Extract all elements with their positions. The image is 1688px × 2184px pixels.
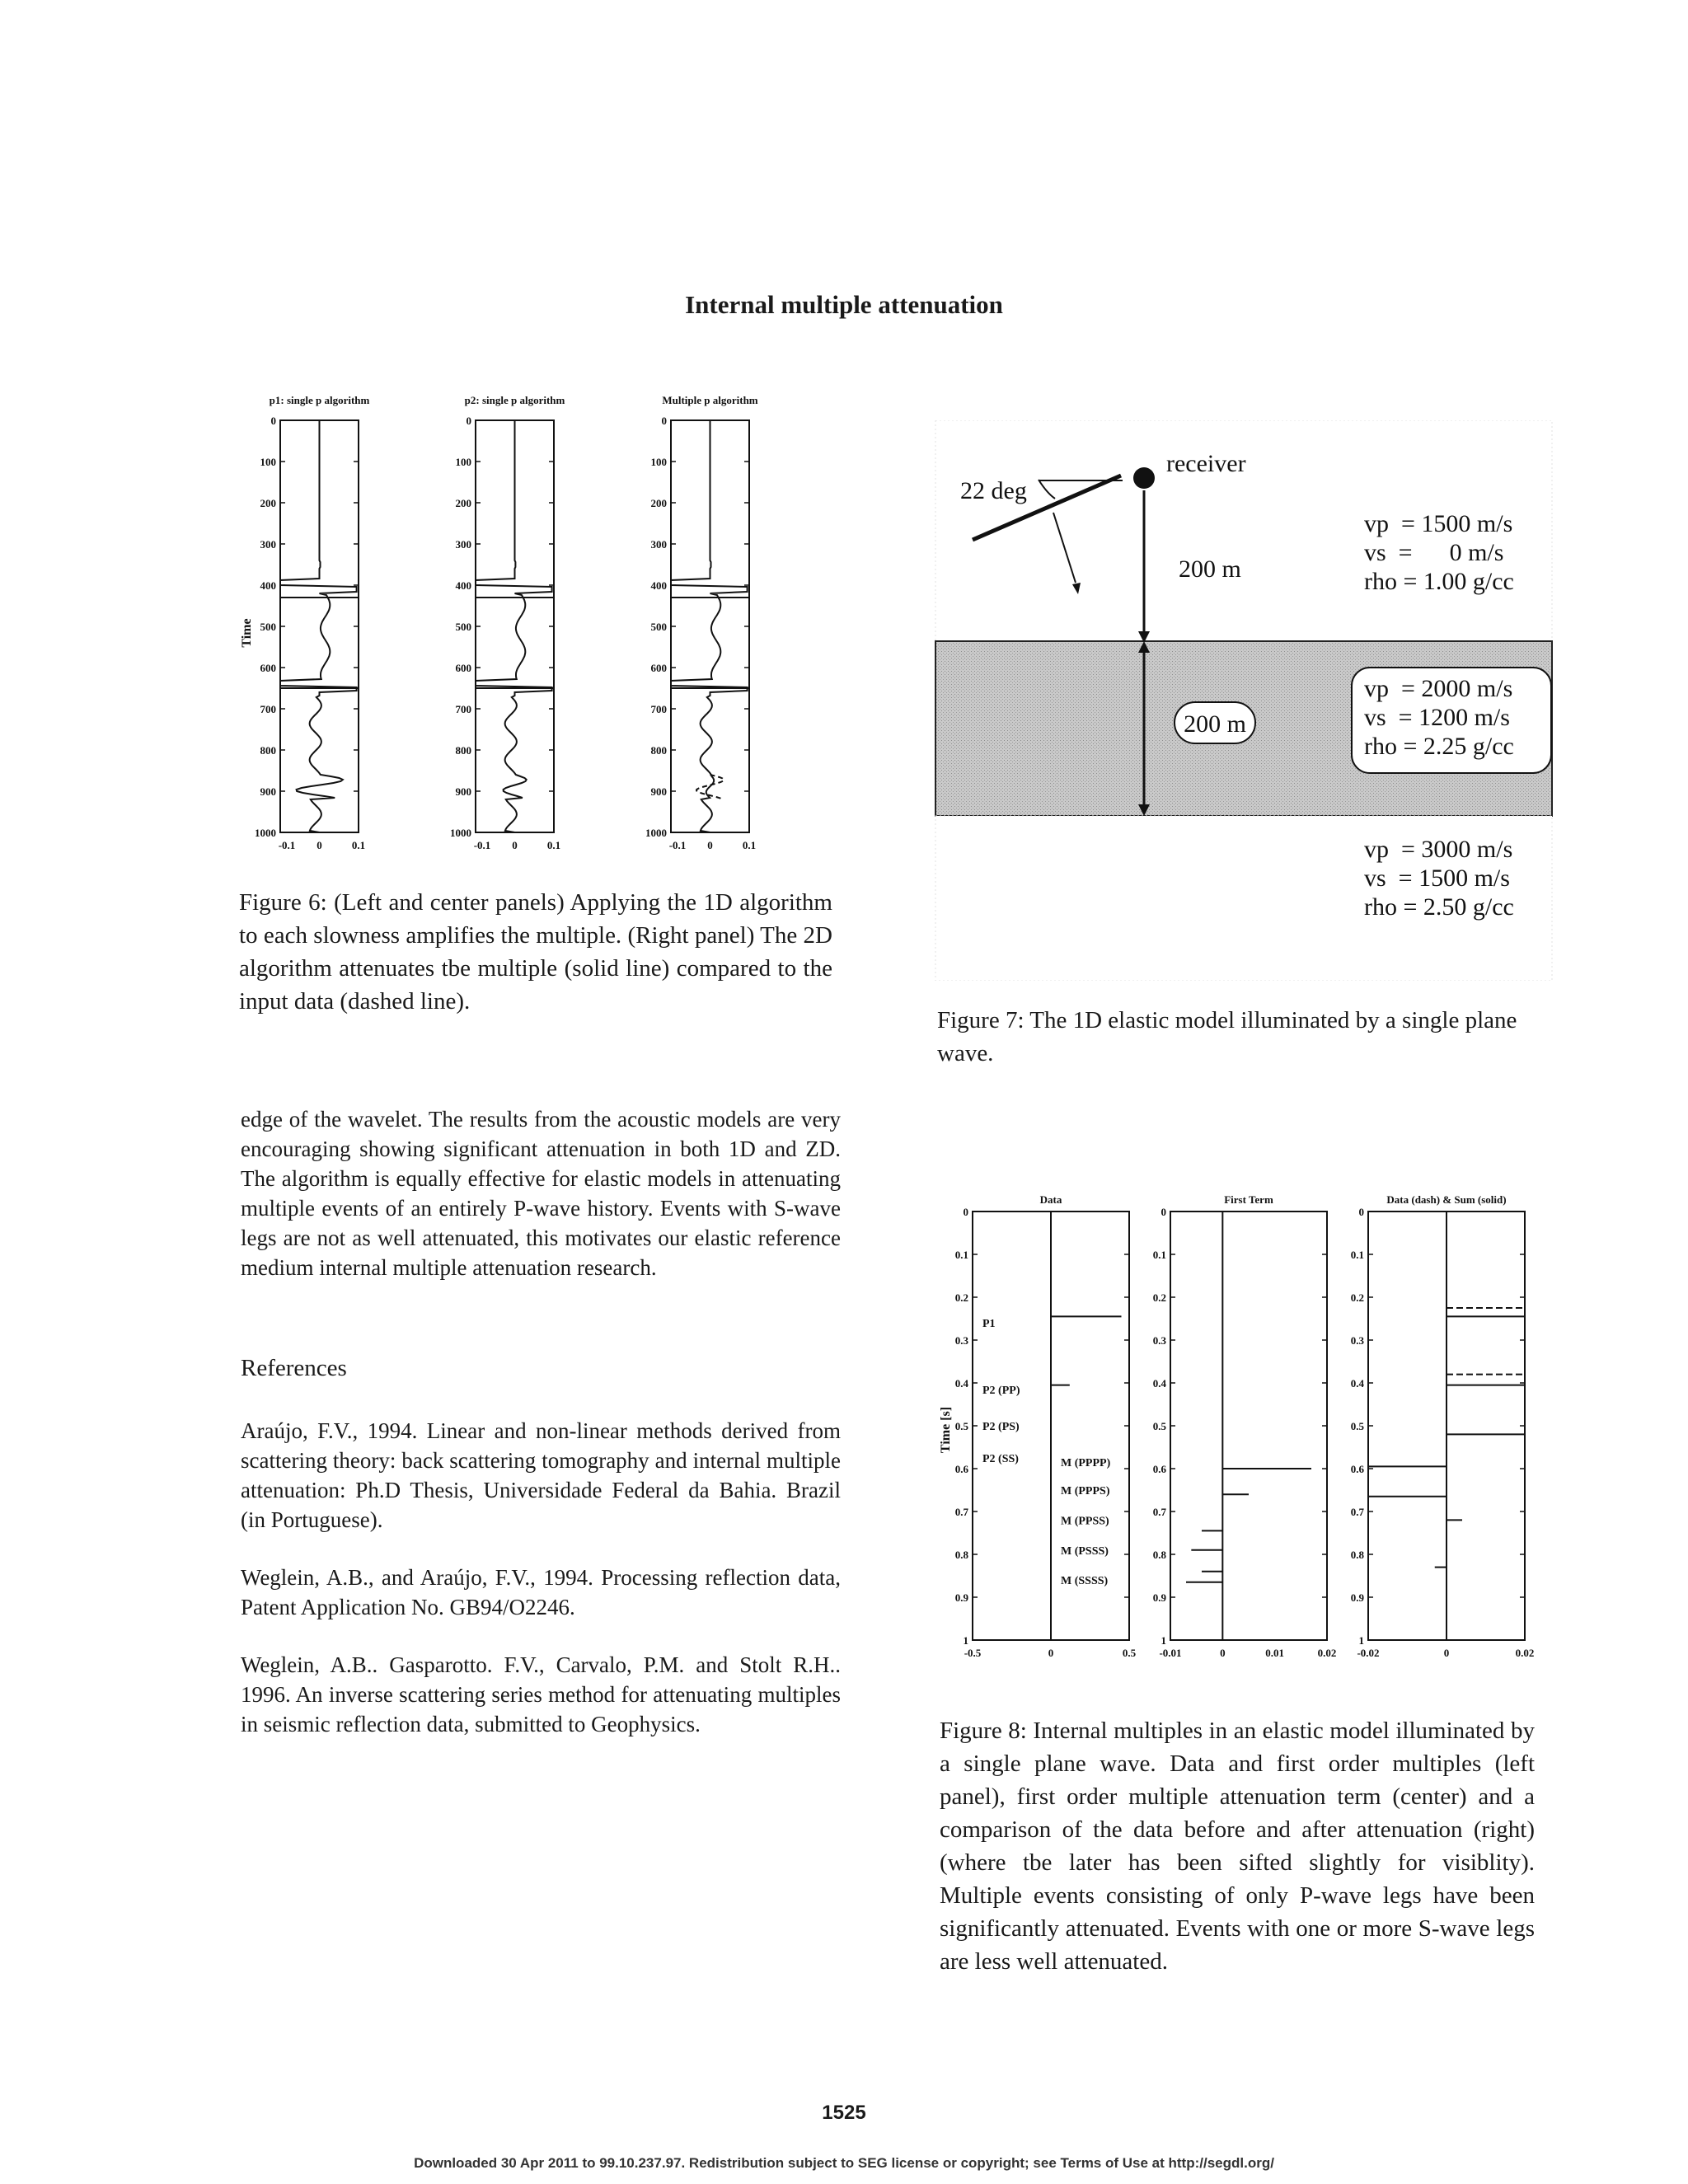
fig6-xtick-label: -0.1 — [278, 839, 296, 851]
fig8-event-label: P2 (SS) — [982, 1453, 1019, 1465]
fig6-trace-solid — [476, 420, 552, 832]
fig6-xtick-label: 0 — [707, 839, 713, 851]
fig8-panel-title: Data (dash) & Sum (solid) — [1386, 1193, 1507, 1206]
fig6-ytick-label: 800 — [455, 744, 471, 757]
fig8-xtick-label: 0 — [1220, 1647, 1226, 1659]
fig6-ylabel — [240, 618, 254, 647]
fig8-ytick-label: 0.4 — [1350, 1377, 1364, 1390]
fig8-ytick-label: 0.1 — [1350, 1249, 1364, 1261]
fig8-xtick-label: 0.02 — [1317, 1647, 1337, 1659]
fig6-panel-title: p1: single p algorithm — [269, 394, 370, 406]
fig8-ytick-label: 0.1 — [1152, 1249, 1166, 1261]
fig8-ytick-label: 0.5 — [1152, 1420, 1166, 1432]
fig6-ytick-label: 0 — [466, 415, 471, 427]
fig8-xtick-label: -0.5 — [964, 1647, 982, 1659]
fig6-trace-solid — [671, 420, 748, 832]
svg-text:vs = 0 m/s: vs = 0 m/s — [1364, 539, 1504, 566]
fig8-multiple-label: M (PPSS) — [1061, 1515, 1109, 1528]
fig6-ytick-label: 600 — [455, 662, 471, 674]
fig8-ylabel — [939, 1407, 953, 1453]
fig6-ytick-label: 500 — [650, 621, 667, 633]
fig6-ytick-label: 700 — [650, 703, 667, 715]
fig8-ytick-label: 0.1 — [954, 1249, 968, 1261]
fig8-ytick-label: 0.8 — [1152, 1549, 1166, 1561]
svg-text:vs = 1500 m/s: vs = 1500 m/s — [1364, 865, 1510, 892]
fig6-ytick-label: 300 — [650, 538, 667, 551]
body-paragraph: edge of the wavelet. The results from the acoustic models are very encouraging showing significant attenuation in both 1D and ZD. The algorithm is equally effective for elastic models in attenuating multiple events of an entirely P-wave history. Events with S-wave legs are not as well attenuated, this motivates our elastic reference medium internal multiple attenuation research. — [241, 1107, 841, 1280]
fig6-ytick-label: 900 — [650, 785, 667, 798]
fig8-ytick-label: 0.3 — [954, 1334, 968, 1347]
fig6-xtick-label: 0 — [512, 839, 518, 851]
page-number: 1525 — [822, 2102, 866, 2124]
fig8-ytick-label: 0.2 — [1152, 1291, 1166, 1304]
fig8-panel — [1351, 1193, 1535, 1659]
receiver-icon — [1133, 467, 1155, 489]
fig6-ytick-label: 900 — [455, 785, 471, 798]
fig8-ytick-label: 0.4 — [954, 1377, 968, 1390]
fig6-xtick-label: 0 — [316, 839, 322, 851]
figure-6 — [231, 387, 857, 857]
fig8-event-label: P1 — [982, 1318, 996, 1331]
fig6-xtick-label: 0.1 — [546, 839, 561, 851]
fig8-xtick-label: 0 — [1443, 1647, 1450, 1659]
fig6-ytick-label: 500 — [455, 621, 471, 633]
fig8-ytick-label: 0.7 — [1350, 1506, 1364, 1518]
fig6-ytick-label: 200 — [455, 497, 471, 509]
references-list — [241, 1416, 841, 1767]
fig8-ytick-label: 1 — [1160, 1634, 1166, 1647]
fig8-event-label: P2 (PP) — [982, 1384, 1020, 1397]
fig8-ytick-label: 0.7 — [1152, 1506, 1166, 1518]
depth-label-2: 200 m — [1184, 710, 1246, 738]
fig8-ytick-label: 0.6 — [954, 1463, 968, 1475]
fig6-xtick-label: -0.1 — [668, 839, 687, 851]
fig8-ytick-label: 0.9 — [1152, 1591, 1166, 1604]
fig8-xtick-label: 0.02 — [1515, 1647, 1535, 1659]
fig6-ytick-label: 100 — [260, 456, 276, 468]
fig6-ytick-label: 300 — [260, 538, 276, 551]
fig6-ytick-label: 200 — [650, 497, 667, 509]
fig6-ytick-label: 100 — [455, 456, 471, 468]
fig8-panel — [1153, 1193, 1337, 1659]
fig6-ytick-label: 800 — [650, 744, 667, 757]
fig8-ytick-label: 0.5 — [954, 1420, 968, 1432]
reference-item: Weglein, A.B.. Gasparotto. F.V., Carvalo, P.M. and Stolt R.H.. 1996. An inverse scattering series method for attenuating multiples in seismic reflection data, submitted to Geophysics. — [241, 1652, 841, 1736]
fig8-ytick-label: 0.9 — [954, 1591, 968, 1604]
fig8-ytick-label: 0.3 — [1350, 1334, 1364, 1347]
fig8-ytick-label: 0.9 — [1350, 1591, 1364, 1604]
fig6-ytick-label: 400 — [260, 579, 276, 592]
fig8-xtick-label: 0.01 — [1265, 1647, 1285, 1659]
fig6-ytick-label: 1000 — [645, 827, 667, 839]
fig8-ytick-label: 0.3 — [1152, 1334, 1166, 1347]
fig6-ytick-label: 700 — [455, 703, 471, 715]
fig6-panel — [645, 394, 758, 851]
fig8-ytick-label: 0.6 — [1350, 1463, 1364, 1475]
fig8-xtick-label: -0.02 — [1357, 1647, 1380, 1659]
figure-7 — [931, 420, 1558, 981]
svg-text:rho = 2.50 g/cc: rho = 2.50 g/cc — [1364, 893, 1514, 921]
fig6-ytick-label: 700 — [260, 703, 276, 715]
references-heading: References — [241, 1355, 347, 1381]
fig8-xtick-label: -0.01 — [1159, 1647, 1182, 1659]
fig6-ytick-label: 1000 — [255, 827, 276, 839]
figure-6-caption: Figure 6: (Left and center panels) Applying the 1D algorithm to each slowness amplifies the multiple. (Right panel) The 2D algorithm attenuates tbe multiple (solid line) compared to the input data (dashed line). — [239, 889, 832, 1015]
fig6-ytick-label: 500 — [260, 621, 276, 633]
fig6-panel — [255, 394, 370, 851]
fig8-annotations — [982, 1318, 1111, 1587]
fig8-ytick-label: 0.2 — [1350, 1291, 1364, 1304]
fig6-panel-title: p2: single p algorithm — [464, 394, 565, 406]
fig8-ytick-label: 0.8 — [954, 1549, 968, 1561]
fig6-ytick-label: 800 — [260, 744, 276, 757]
fig6-xtick-label: 0.1 — [742, 839, 757, 851]
svg-text:Time: Time — [240, 618, 254, 648]
fig6-xtick-label: -0.1 — [473, 839, 491, 851]
fig8-panel-title: Data — [1039, 1193, 1062, 1206]
angle-label: 22 deg — [960, 477, 1027, 504]
fig6-ytick-label: 400 — [455, 579, 471, 592]
fig6-ytick-label: 0 — [661, 415, 667, 427]
fig8-ytick-label: 0.6 — [1152, 1463, 1166, 1475]
figure-8-caption: Figure 8: Internal multiples in an elastic model illuminated by a single plane wave. Data and first order multiples (left panel), first order multiple attenuation term (center) and a comparison of the data before and after attenuation (right) (where tbe later has been sifted slightly for visiblity). Multiple events consisting of only P-wave legs have been significantly attenuated. Events with one or more S-wave legs are less well attenuated. — [940, 1718, 1535, 1975]
fig6-ytick-label: 200 — [260, 497, 276, 509]
layer-1-properties — [1364, 510, 1514, 595]
download-footer: Downloaded 30 Apr 2011 to 99.10.237.97. Redistribution subject to SEG license or copyright; see Terms of Use at http://segdl.org/ — [414, 2155, 1274, 2171]
fig6-ytick-label: 100 — [650, 456, 667, 468]
layer-2-properties — [1364, 675, 1514, 760]
fig8-ytick-label: 0 — [1358, 1206, 1364, 1218]
fig8-ytick-label: 0.8 — [1350, 1549, 1364, 1561]
reference-item: Weglein, A.B., and Araújo, F.V., 1994. Processing reflection data, Patent Application No. GB94/O2246. — [241, 1565, 841, 1619]
fig8-ytick-label: 0.7 — [954, 1506, 968, 1518]
fig6-panel — [450, 394, 565, 851]
fig6-ytick-label: 900 — [260, 785, 276, 798]
fig8-multiple-label: M (PSSS) — [1061, 1544, 1109, 1558]
svg-text:vp = 1500 m/s: vp = 1500 m/s — [1364, 510, 1513, 537]
depth-label-1: 200 m — [1179, 555, 1241, 583]
fig8-event-label: P2 (PS) — [982, 1421, 1020, 1433]
fig8-plot-frame — [1170, 1212, 1327, 1640]
svg-text:rho = 2.25 g/cc: rho = 2.25 g/cc — [1364, 733, 1514, 760]
fig8-ytick-label: 0.5 — [1350, 1420, 1364, 1432]
fig6-ytick-label: 300 — [455, 538, 471, 551]
fig8-ytick-label: 0 — [963, 1206, 968, 1218]
layer-3-properties — [1364, 836, 1514, 921]
fig8-panel-title: First Term — [1224, 1193, 1273, 1206]
reference-item: Araújo, F.V., 1994. Linear and non-linear methods derived from scattering theory: back scattering tomography and internal multiple attenuation: Ph.D Thesis, Universidade Federal da Bahia. Brazil (in Portuguese). — [241, 1418, 841, 1532]
svg-text:rho = 1.00 g/cc: rho = 1.00 g/cc — [1364, 568, 1514, 595]
svg-text:vp = 2000 m/s: vp = 2000 m/s — [1364, 675, 1513, 702]
fig8-multiple-label: M (PPPP) — [1061, 1457, 1111, 1470]
svg-text:vs = 1200 m/s: vs = 1200 m/s — [1364, 704, 1510, 731]
fig8-multiple-label: M (PPPS) — [1061, 1485, 1110, 1497]
page-header: Internal multiple attenuation — [685, 290, 1003, 319]
fig8-ytick-label: 1 — [963, 1634, 968, 1647]
svg-text:Time [s]: Time [s] — [939, 1406, 953, 1454]
fig6-ytick-label: 400 — [650, 579, 667, 592]
svg-text:vp = 3000 m/s: vp = 3000 m/s — [1364, 836, 1513, 863]
fig8-xtick-label: 0 — [1048, 1647, 1054, 1659]
fig8-ytick-label: 1 — [1358, 1634, 1364, 1647]
fig8-ytick-label: 0.2 — [954, 1291, 968, 1304]
fig8-xtick-label: 0.5 — [1122, 1647, 1137, 1659]
fig6-ytick-label: 0 — [270, 415, 276, 427]
fig8-multiple-label: M (SSSS) — [1061, 1575, 1109, 1588]
fig6-ytick-label: 600 — [260, 662, 276, 674]
figure-7-caption: Figure 7: The 1D elastic model illuminated by a single plane wave. — [937, 1007, 1517, 1066]
fig6-ytick-label: 600 — [650, 662, 667, 674]
fig8-ytick-label: 0.4 — [1152, 1377, 1166, 1390]
fig6-ytick-label: 1000 — [450, 827, 471, 839]
figure-8 — [931, 1191, 1558, 1685]
fig8-ytick-label: 0 — [1160, 1206, 1166, 1218]
receiver-label: receiver — [1166, 450, 1246, 477]
fig6-panel-title: Multiple p algorithm — [662, 394, 758, 406]
fig6-xtick-label: 0.1 — [351, 839, 366, 851]
fig6-trace-solid — [280, 420, 357, 832]
